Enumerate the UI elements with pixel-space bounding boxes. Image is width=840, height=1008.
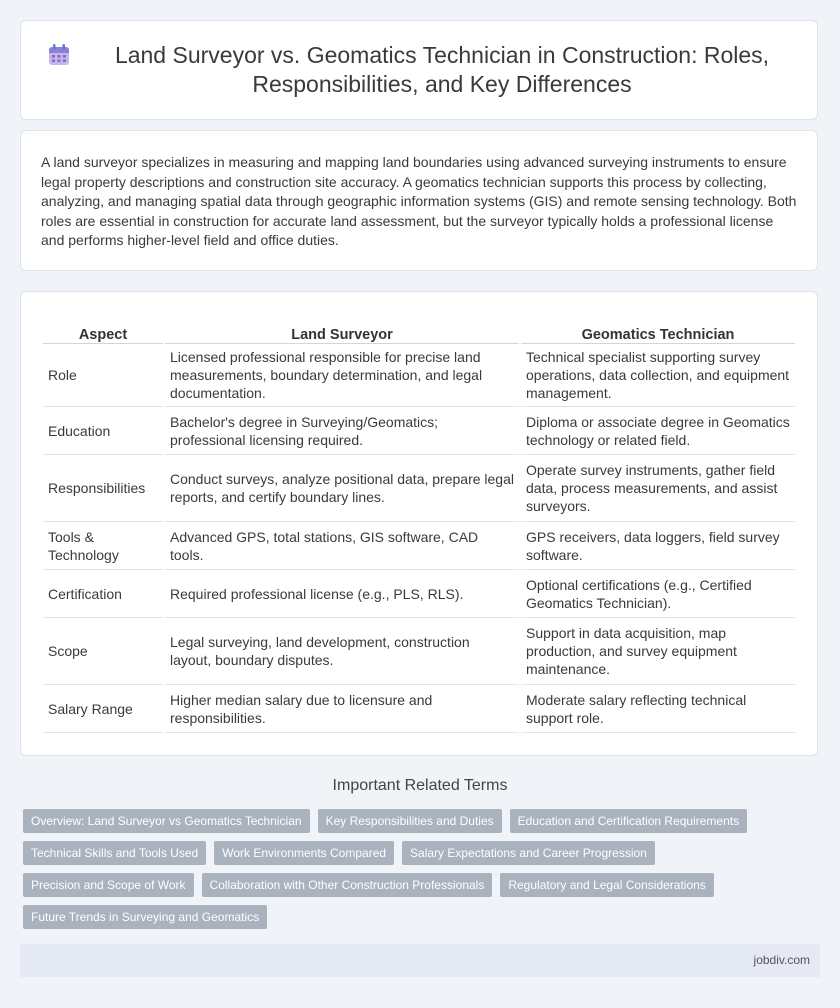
comparison-card <box>20 291 818 756</box>
table-row <box>43 455 795 522</box>
table-row <box>43 522 795 570</box>
header-geomatics-technician: Geomatics Technician <box>521 312 795 344</box>
related-term-tag[interactable]: Education and Certification Requirements <box>510 809 747 833</box>
row-technician: Diploma or associate degree in Geomatics technology or related field. <box>521 407 795 455</box>
row-surveyor: Legal surveying, land development, construction layout, boundary disputes. <box>165 618 519 685</box>
table-row <box>43 685 795 733</box>
row-aspect: Certification <box>43 570 163 618</box>
row-surveyor: Bachelor's degree in Surveying/Geomatics; professional licensing required. <box>165 407 519 455</box>
row-technician: Moderate salary reflecting technical support role. <box>521 685 795 733</box>
row-technician: Optional certifications (e.g., Certified Geomatics Technician). <box>521 570 795 618</box>
page-title: Land Surveyor vs. Geomatics Technician in Construction: Roles, Responsibilities, and Key Differences <box>114 42 770 97</box>
header-land-surveyor: Land Surveyor <box>165 312 519 344</box>
row-technician: Technical specialist supporting survey operations, data collection, and equipment management. <box>521 344 795 407</box>
row-technician: GPS receivers, data loggers, field survey software. <box>521 522 795 570</box>
row-surveyor: Higher median salary due to licensure and responsibilities. <box>165 685 519 733</box>
related-term-tag[interactable]: Future Trends in Surveying and Geomatics <box>23 905 267 929</box>
table-row <box>43 618 795 685</box>
related-terms-title: Important Related Terms <box>332 777 508 794</box>
related-term-tag[interactable]: Overview: Land Surveyor vs Geomatics Technician <box>23 809 310 833</box>
intro-card <box>20 130 818 271</box>
header-card <box>20 20 818 120</box>
row-surveyor: Conduct surveys, analyze positional data, prepare legal reports, and certify boundary lines. <box>165 455 519 522</box>
header-aspect: Aspect <box>43 312 163 344</box>
related-term-tag[interactable]: Work Environments Compared <box>214 841 394 865</box>
intro-paragraph: A land surveyor specializes in measuring and mapping land boundaries using advanced surveying instruments to ensure legal property descriptions and construction site accuracy. A geomatics technician supports this process by collecting, analyzing, and managing spatial data through geographic information systems (GIS) and remote sensing technology. Both roles are essential in construction for accurate land assessment, but the surveyor typically holds a professional license and performs higher-level field and office duties. <box>41 154 797 248</box>
table-row <box>43 344 795 407</box>
row-aspect: Scope <box>43 618 163 685</box>
row-technician: Support in data acquisition, map production, and survey equipment maintenance. <box>521 618 795 685</box>
related-term-tag[interactable]: Key Responsibilities and Duties <box>318 809 502 833</box>
row-aspect: Role <box>43 344 163 407</box>
related-term-tag[interactable]: Collaboration with Other Construction Professionals <box>202 873 493 897</box>
calendar-icon <box>46 42 72 68</box>
footer <box>20 944 820 977</box>
row-surveyor: Required professional license (e.g., PLS, RLS). <box>165 570 519 618</box>
table-row <box>43 407 795 455</box>
related-term-tag[interactable]: Technical Skills and Tools Used <box>23 841 206 865</box>
row-aspect: Education <box>43 407 163 455</box>
row-surveyor: Licensed professional responsible for precise land measurements, boundary determination, and legal documentation. <box>165 344 519 407</box>
related-term-tag[interactable]: Precision and Scope of Work <box>23 873 194 897</box>
comparison-table <box>41 312 797 733</box>
row-aspect: Tools & Technology <box>43 522 163 570</box>
row-aspect: Responsibilities <box>43 455 163 522</box>
row-technician: Operate survey instruments, gather field data, process measurements, and assist surveyors. <box>521 455 795 522</box>
related-term-tag[interactable]: Salary Expectations and Career Progression <box>402 841 655 865</box>
row-surveyor: Advanced GPS, total stations, GIS software, CAD tools. <box>165 522 519 570</box>
row-aspect: Salary Range <box>43 685 163 733</box>
table-header-row <box>43 312 795 344</box>
related-terms-list <box>23 809 813 929</box>
related-term-tag[interactable]: Regulatory and Legal Considerations <box>500 873 713 897</box>
table-row <box>43 570 795 618</box>
footer-site-link[interactable]: jobdiv.com <box>753 953 810 967</box>
